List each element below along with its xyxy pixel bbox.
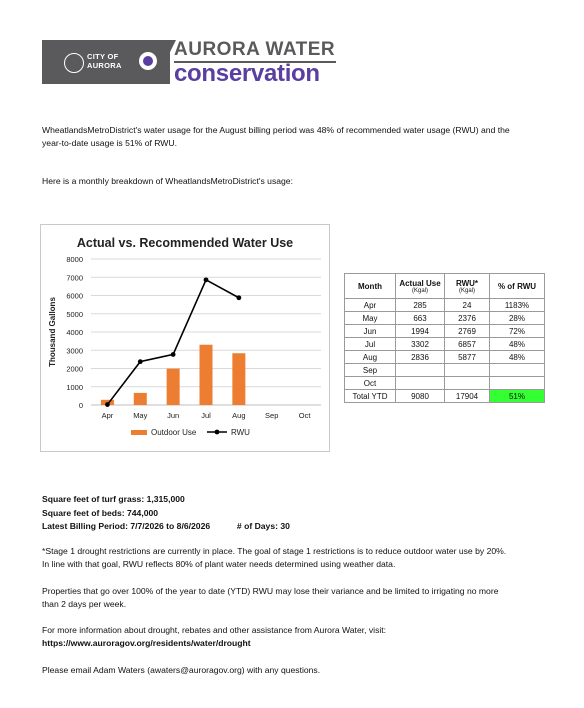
y-tick-label: 3000	[66, 346, 83, 356]
table-row	[345, 312, 545, 325]
rwu-point	[204, 277, 209, 282]
rwu-point	[171, 352, 176, 357]
table-cell: Aug	[345, 351, 396, 364]
drought-link[interactable]: https://www.auroragov.org/residents/water/drought	[42, 638, 251, 648]
table-header: Actual Use (Kgal)	[396, 274, 445, 299]
logo-subtitle: conservation	[174, 60, 320, 87]
x-tick-label: Sep	[265, 411, 279, 420]
table-row	[345, 325, 545, 338]
table-cell: 5877	[445, 351, 490, 364]
legend-marker-rwu	[215, 430, 220, 435]
usage-chart-svg	[41, 225, 329, 451]
rwu-point	[105, 402, 110, 407]
table-cell	[490, 377, 545, 390]
billing-days: # of Days: 30	[236, 521, 290, 531]
table-header: RWU* (Kgal)	[445, 274, 490, 299]
table-cell	[445, 364, 490, 377]
table-cell: Jul	[345, 338, 396, 351]
logo-city-line2: AURORA	[87, 61, 122, 70]
breakdown-intro: Here is a monthly breakdown of WheatlandsMetroDistrict's usage:	[42, 176, 293, 186]
table-cell: 72%	[490, 325, 545, 338]
bar-outdoor-use	[200, 345, 213, 405]
x-tick-label: Oct	[298, 411, 311, 420]
table-cell: 285	[396, 299, 445, 312]
table-cell: May	[345, 312, 396, 325]
usage-table	[344, 273, 545, 403]
y-tick-label: 6000	[66, 291, 83, 301]
legend-label-outdoor-use: Outdoor Use	[151, 428, 197, 437]
x-tick-label: Aug	[232, 411, 246, 420]
stage1-note: *Stage 1 drought restrictions are currently in place. The goal of stage 1 restrictions is to reduce outdoor water use by 20%. In line with that goal, RWU reflects 80% of plant water needs determined using weather data.	[42, 546, 507, 569]
table-cell: 24	[445, 299, 490, 312]
table-header-row	[345, 274, 545, 299]
aurora-water-logo	[42, 39, 342, 87]
y-tick-label: 0	[78, 401, 83, 410]
table-header: Month	[345, 274, 396, 299]
y-tick-label: 5000	[66, 309, 83, 319]
y-tick-label: 8000	[66, 255, 83, 264]
more-info: For more information about drought, rebates and other assistance from Aurora Water, visit:	[42, 625, 387, 635]
usage-chart	[40, 224, 330, 452]
y-axis-label: Thousand Gallons	[48, 297, 57, 367]
table-row	[345, 377, 545, 390]
table-cell	[445, 377, 490, 390]
logo-city-text	[87, 52, 122, 70]
table-cell: 51%	[490, 390, 545, 403]
table-cell: 3302	[396, 338, 445, 351]
y-tick-label: 1000	[66, 382, 83, 392]
logo-notch	[154, 40, 176, 84]
variance-note: Properties that go over 100% of the year to date (YTD) RWU may lose their variance and be limited to irrigating no more than 2 days per week.	[42, 586, 499, 609]
table-row	[345, 338, 545, 351]
table-cell: 2376	[445, 312, 490, 325]
turf-area: Square feet of turf grass: 1,315,000	[42, 494, 185, 504]
beds-area: Square feet of beds: 744,000	[42, 508, 159, 518]
table-row	[345, 351, 545, 364]
bar-outdoor-use	[167, 369, 180, 405]
intro-paragraph: WheatlandsMetroDistrict's water usage for the August billing period was 48% of recommended water usage (RWU) and the year-to-date usage is 51% of RWU.	[42, 125, 510, 148]
table-cell: 28%	[490, 312, 545, 325]
logo-city-line1: CITY OF	[87, 52, 119, 61]
table-cell: 663	[396, 312, 445, 325]
table-cell: Jun	[345, 325, 396, 338]
table-cell: 17904	[445, 390, 490, 403]
rwu-point	[138, 359, 143, 364]
table-cell: 48%	[490, 351, 545, 364]
table-cell: 1994	[396, 325, 445, 338]
table-cell: 2836	[396, 351, 445, 364]
table-cell: Sep	[345, 364, 396, 377]
table-cell: Total YTD	[345, 390, 396, 403]
contact-line: Please email Adam Waters (awaters@auroragov.org) with any questions.	[42, 665, 321, 675]
table-cell	[396, 377, 445, 390]
table-cell	[396, 364, 445, 377]
table-cell: Apr	[345, 299, 396, 312]
table-cell: 6857	[445, 338, 490, 351]
rwu-point	[236, 295, 241, 300]
x-tick-label: May	[133, 411, 148, 420]
table-total-row	[345, 390, 545, 403]
table-cell: 2769	[445, 325, 490, 338]
table-cell	[490, 364, 545, 377]
x-tick-label: Jun	[167, 411, 180, 420]
table-header: % of RWU	[490, 274, 545, 299]
table-cell: 48%	[490, 338, 545, 351]
y-tick-label: 4000	[66, 328, 83, 337]
logo-title: AURORA WATER	[174, 39, 336, 60]
city-seal-icon	[64, 53, 84, 73]
table-cell: Oct	[345, 377, 396, 390]
y-tick-label: 7000	[66, 273, 83, 283]
billing-line	[42, 520, 512, 533]
legend-label-rwu: RWU	[231, 428, 250, 437]
chart-title: Actual vs. Recommended Water Use	[76, 236, 294, 250]
bar-outdoor-use	[232, 353, 245, 405]
table-cell: 1183%	[490, 299, 545, 312]
table-row	[345, 299, 545, 312]
aurora-mark-icon	[139, 52, 157, 70]
bar-outdoor-use	[134, 393, 147, 405]
y-tick-label: 2000	[66, 364, 83, 374]
legend-swatch-outdoor-use	[131, 430, 147, 435]
table-cell: 9080	[396, 390, 445, 403]
x-tick-label: Apr	[101, 411, 114, 420]
table-row	[345, 364, 545, 377]
billing-period: Latest Billing Period: 7/7/2026 to 8/6/2026	[42, 521, 211, 531]
x-tick-label: Jul	[201, 411, 211, 420]
